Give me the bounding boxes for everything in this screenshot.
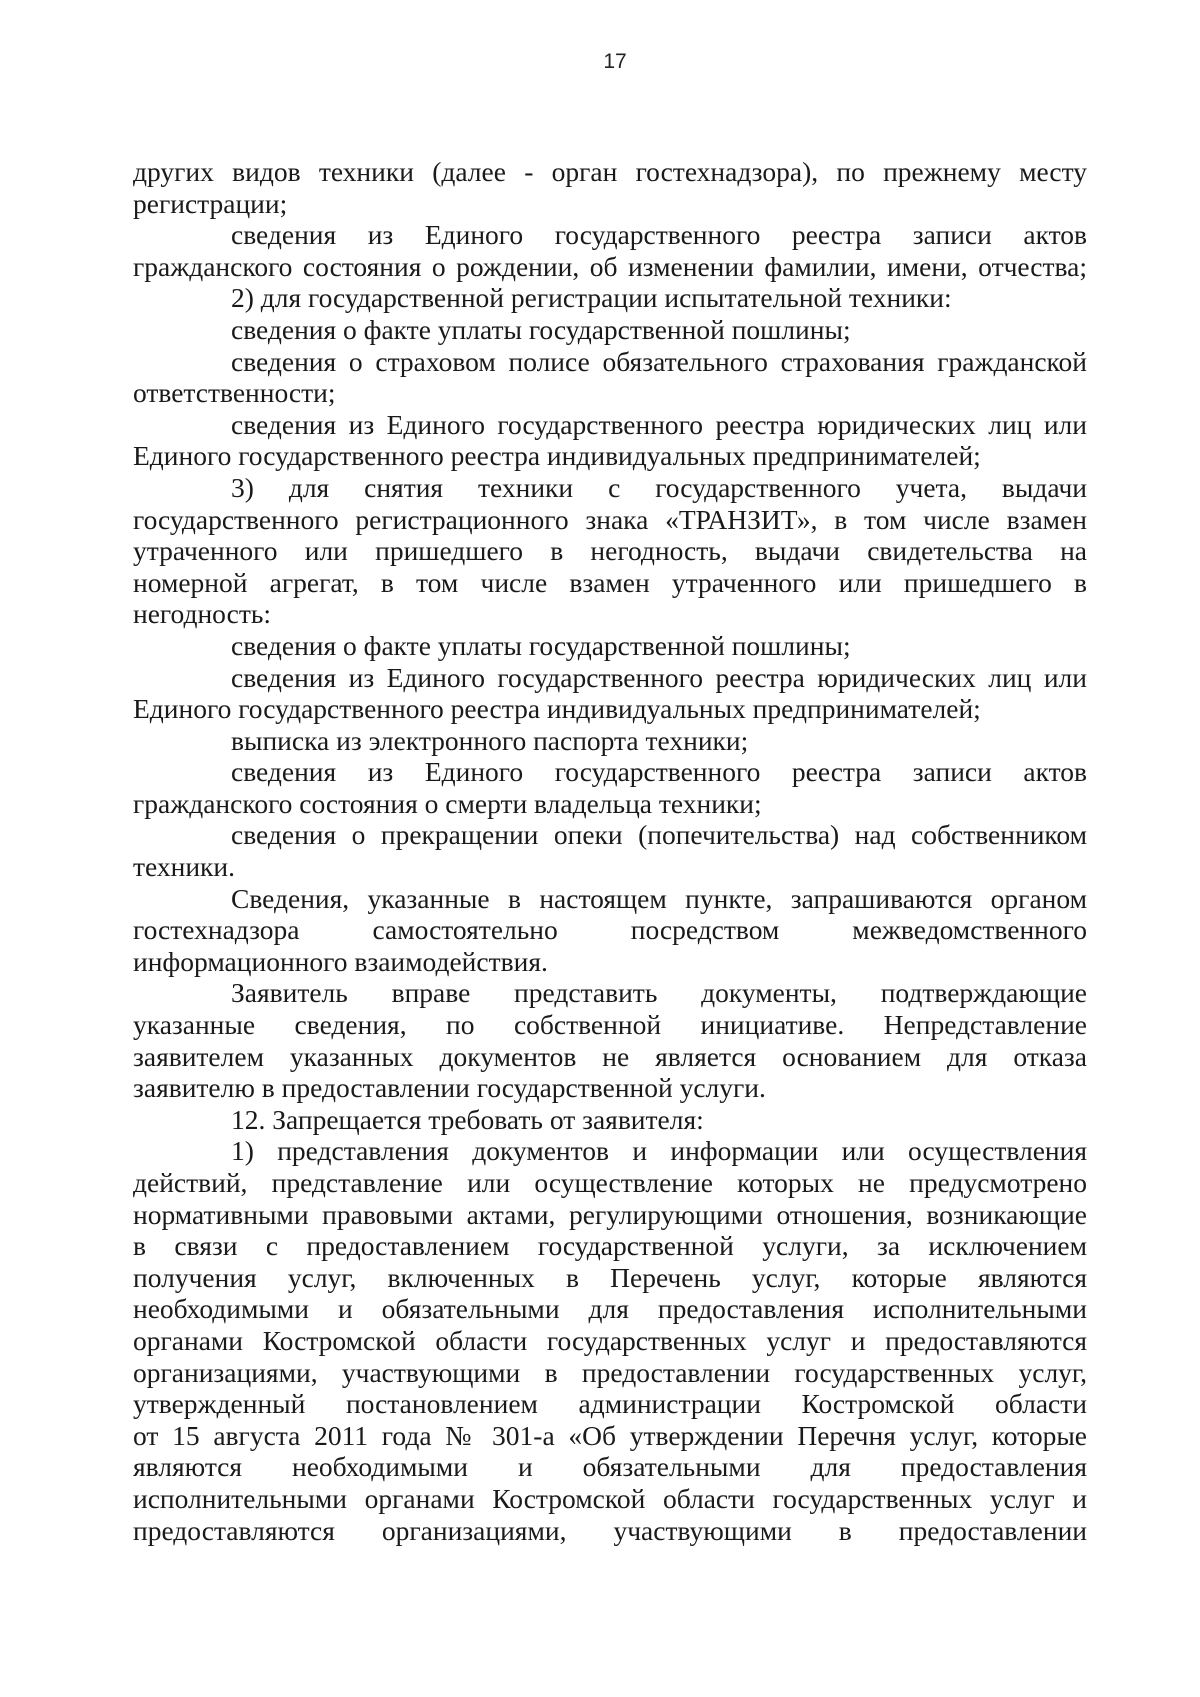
text-line: 12. Запрещается требовать от заявителя: (231, 1103, 704, 1135)
text-line: 2) для государственной регистрации испытательной техники: (231, 282, 952, 314)
text-line: указанные сведения, по собственной инициативе. Непредставление (133, 1009, 1087, 1041)
text-line: информационного взаимодействия. (133, 945, 548, 977)
text-line: органами Костромской области государственных услуг и предоставляются (133, 1324, 1087, 1356)
text-line: заявителю в предоставлении государственной услуги. (133, 1072, 766, 1104)
text-line: сведения из Единого государственного реестра юридических лиц или (231, 661, 1087, 693)
text-line: Сведения, указанные в настоящем пункте, запрашиваются органом (231, 882, 1087, 914)
text-line: выписка из электронного паспорта техники; (231, 724, 749, 756)
text-line: сведения из Единого государственного реестра записи актов (231, 756, 1087, 788)
text-line: действий, представление или осуществление которых не предусмотрено (133, 1167, 1087, 1198)
text-line: 1) представления документов и информации или осуществления (231, 1135, 1087, 1167)
text-line: организациями, участвующими в предоставлении государственных услуг, (133, 1356, 1087, 1388)
text-line: получения услуг, включенных в Перечень услуг, которые являются (133, 1261, 1087, 1293)
text-line: техники. (133, 851, 235, 883)
text-line: сведения о факте уплаты государственной пошлины; (231, 313, 851, 345)
text-line: заявителем указанных документов не является основанием для отказа (133, 1040, 1087, 1072)
text-line: в связи с предоставлением государственной услуги, за исключением (133, 1230, 1087, 1262)
text-line: гостехнадзора самостоятельно посредством межведомственного (133, 914, 1087, 946)
page-number: 17 (603, 50, 627, 73)
text-line: сведения о факте уплаты государственной пошлины; (231, 629, 851, 661)
text-line: гражданского состояния о смерти владельца техники; (133, 787, 762, 819)
text-line: утвержденный постановлением администрации Костромской области (133, 1388, 1087, 1420)
text-line: Единого государственного реестра индивидуальных предпринимателей; (133, 440, 981, 472)
text-line: регистрации; (133, 187, 288, 219)
text-line: сведения о прекращении опеки (попечительства) над собственником (231, 819, 1087, 851)
text-line: номерной агрегат, в том числе взамен утраченного или пришедшего в (133, 566, 1087, 598)
document-body (133, 156, 1087, 1546)
text-line: являются необходимыми и обязательными для предоставления (133, 1451, 1087, 1483)
text-line: нормативными правовыми актами, регулирующими отношения, возникающие (133, 1198, 1087, 1230)
text-line: государственного регистрационного знака «ТРАНЗИТ», в том числе взамен (133, 503, 1087, 535)
text-line: Заявитель вправе представить документы, подтверждающие (231, 977, 1087, 1009)
text-line: исполнительными органами Костромской области государственных услуг и (133, 1482, 1087, 1514)
text-line: других видов техники (далее - орган гостехнадзора), по прежнему месту (133, 156, 1087, 187)
text-line: негодность: (133, 598, 272, 630)
text-line: гражданского состояния о рождении, об изменении фамилии, имени, отчества; (133, 250, 1087, 282)
text-line: утраченного или пришедшего в негодность, выдачи свидетельства на (133, 535, 1087, 567)
text-line: от 15 августа 2011 года № 301-а «Об утверждении Перечня услуг, которые (133, 1419, 1087, 1451)
text-line: сведения из Единого государственного реестра юридических лиц или (231, 408, 1087, 440)
text-line: 3) для снятия техники с государственного учета, выдачи (231, 471, 1087, 503)
text-line: ответственности; (133, 377, 336, 409)
text-line: сведения из Единого государственного реестра записи актов (231, 219, 1087, 251)
text-line: предоставляются организациями, участвующими в предоставлении (133, 1514, 1087, 1546)
text-line: сведения о страховом полисе обязательного страхования гражданской (231, 345, 1087, 377)
text-line: Единого государственного реестра индивидуальных предпринимателей; (133, 693, 981, 725)
text-line: необходимыми и обязательными для предоставления исполнительными (133, 1293, 1087, 1325)
